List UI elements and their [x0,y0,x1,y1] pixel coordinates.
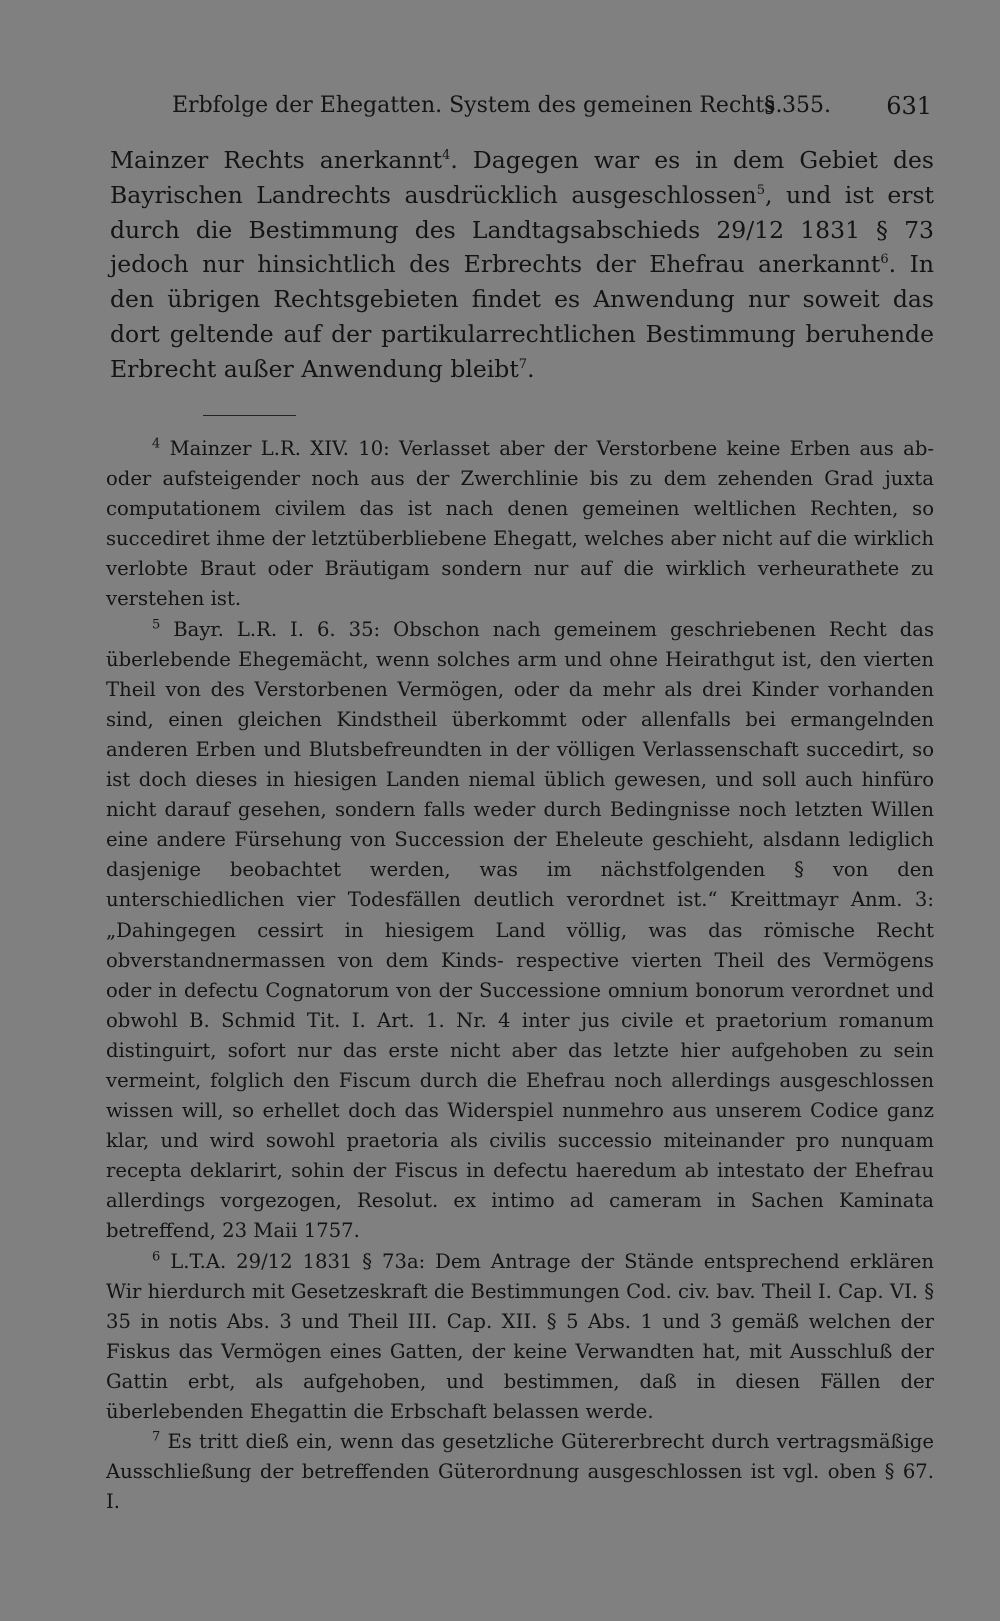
footnotes [106,434,934,1517]
footnote-ref-5: 5 [756,182,765,198]
footnote-text: Es tritt dieß ein, wenn das gesetzliche Gütererbrecht durch vertragsmäßige Ausschließung der betreffenden Güterordnung ausgeschlossen ist vgl. oben § 67. I. [106,1430,934,1514]
footnote-text: Mainzer L.R. XIV. 10: Verlasset aber der Verstorbene keine Erben aus ab- oder aufsteigender noch aus der Zwerchlinie bis zu dem zehenden Grad juxta computationem civilem das ist nach denen gemeinen weltlichen Rechten, so succediret ihme der letztüberbliebene Ehegatt, welches aber nicht auf die wirklich verlobte Braut oder Bräutigam sondern nur auf die wirklich verheurathete zu verstehen ist. [106,437,934,611]
footnote-ref-4: 4 [442,148,451,164]
page-number: 631 [886,92,932,120]
footnote-4 [106,434,934,615]
footnote-ref-6: 6 [880,252,889,268]
running-head-section: § 355. [764,93,831,118]
body-text-part-5: . [527,354,535,383]
body-text-part-2: . Dagegen war es in dem Gebiet des Bayrischen Landrechts ausdrücklich ausgeschlossen [110,146,934,209]
footnote-5 [106,615,934,1247]
running-head [172,86,932,126]
body-text-part-4: . In den übrigen Rechtsgebieten findet es Anwendung nur soweit das dort geltende auf der partikularrechtlichen Bestimmung beruhende Erbrecht außer Anwendung bleibt [110,250,934,383]
footnote-separator-rule [203,415,296,416]
footnote-mark: 6 [152,1249,161,1264]
footnote-6 [106,1247,934,1428]
footnote-mark: 5 [152,617,161,633]
body-text-part-3: , und ist erst durch die Bestimmung des Landtagsabschieds 29/12 1831 § 73 jedoch nur hinsichtlich des Erbrechts der Ehefrau anerkannt [110,180,934,279]
body-paragraph [110,143,934,387]
footnote-text: L.T.A. 29/12 1831 § 73a: Dem Antrage der Stände entsprechend erklären Wir hierdurch mit Gesetzeskraft die Bestimmungen Cod. civ. bav. Theil I. Cap. VI. § 35 in notis Abs. 3 und Theil III. Cap. XII. § 5 Abs. 1 und 3 gemäß welchen der Fiskus das Vermögen eines Gatten, der keine Verwandten hat, mit Ausschluß der Gattin erbt, als aufgehoben, und bestimmen, daß in diesen Fällen der überlebenden Ehegattin die Erbschaft belassen werde. [106,1249,934,1423]
footnote-ref-7: 7 [518,356,528,372]
footnote-text: Bayr. L.R. I. 6. 35: Obschon nach gemeinem geschriebenen Recht das überlebende Ehegemächt, wenn solches arm und ohne Heirathgut ist, den vierten Theil von des Verstorbenen Vermögen, oder da mehr als drei Kinder vorhanden sind, einen gleichen Kindstheil überkommt oder allenfalls bei ermangelnden anderen Erben und Blutsbefreundten in der völligen Verlassenschaft succedirt, so ist doch dieses in hiesigen Landen niemal üblich gewesen, und soll auch hinfüro nicht darauf gesehen, sondern falls weder durch Bedingnisse noch letzten Willen eine andere Fürsehung von Succession der Eheleute geschieht, alsdann lediglich dasjenige beobachtet werden, was im nächstfolgenden § von den unterschiedlichen vier Todesfällen deutlich verordnet ist.“ Kreittmayr Anm. 3: „Dahingegen cessirt in hiesigem Land völlig, was das römische Recht obverstandnermassen von dem Kinds- respective vierten Theil des Vermögens oder in defectu Cognatorum von der Successione omnium bonorum verordnet und obwohl B. Schmid Tit. I. Art. 1. Nr. 4 inter jus civile et praetorium romanum distinguirt, sofort nur das erste nicht aber das letzte hier aufgehoben zu sein vermeint, folglich den Fiscum durch die Ehefrau noch allerdings ausgeschlossen wissen will, so erhellet doch das Widerspiel nunmehro aus unserem Codice ganz klar, und wird sowohl praetoria als civilis successio miteinander pro nunquam recepta deklarirt, sohin der Fiscus in defectu haeredum ab intestato der Ehefrau allerdings vorgezogen, Resolut. ex intimo ad cameram in Sachen Kaminata betreffend, 23 Maii 1757. [106,617,935,1243]
footnote-mark: 4 [152,436,161,452]
body-text-part-1: Mainzer Rechts anerkannt [110,146,443,174]
footnote-7 [106,1427,934,1517]
footnote-mark: 7 [152,1429,161,1445]
running-head-title: Erbfolge der Ehegatten. System des gemeinen Rechts. [172,93,783,118]
